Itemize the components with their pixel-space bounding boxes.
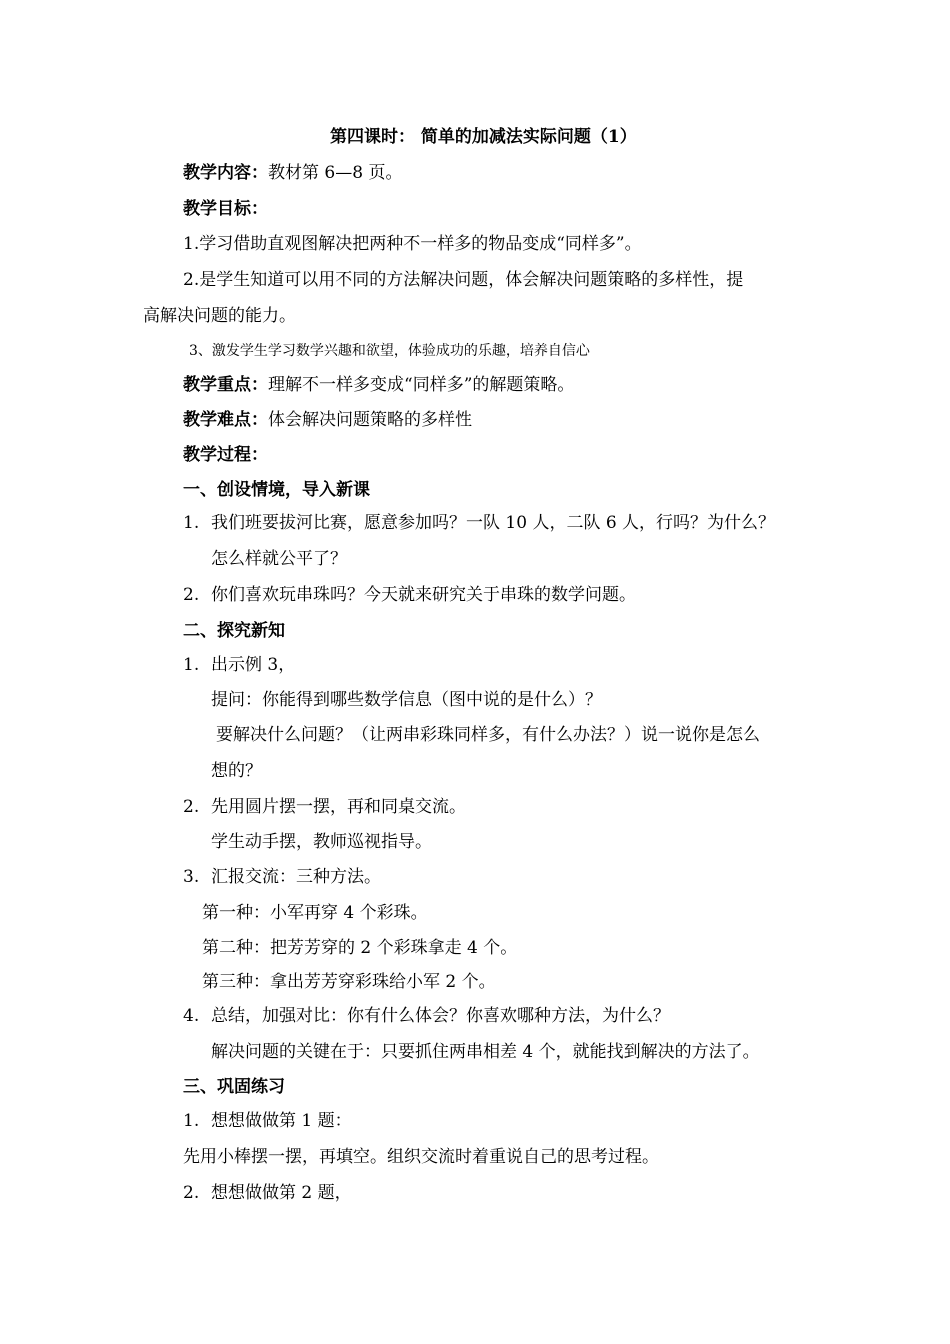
section-3-item-2	[183, 1182, 352, 1204]
list-text: 你们喜欢玩串珠吗？今天就来研究关于串珠的数学问题。	[211, 585, 636, 605]
section-2-item-1	[183, 654, 295, 676]
goal-2-line-1: 2.是学生知道可以用不同的方法解决问题，体会解决问题策略的多样性，提	[183, 270, 744, 290]
section-3-item-1-sub: 先用小棒摆一摆，再填空。组织交流时着重说自己的思考过程。	[183, 1147, 659, 1167]
section-2-item-4	[183, 1005, 670, 1027]
section-1-item-1	[183, 512, 775, 534]
teaching-process-label: 教学过程：	[183, 445, 268, 465]
section-3-heading: 三、巩固练习	[183, 1077, 285, 1097]
list-text: 先用圆片摆一摆，再和同桌交流。	[211, 797, 466, 817]
section-1-heading: 一、创设情境，导入新课	[183, 480, 370, 500]
section-2-ask-2-line-1: 要解决什么问题？（让两串彩珠同样多，有什么办法？）说一说你是怎么	[216, 725, 760, 745]
list-text: 想想做做第 1 题：	[211, 1111, 352, 1131]
list-number: 2.	[183, 1183, 200, 1203]
teaching-content-text: 教材第 6—8 页。	[268, 163, 403, 183]
method-2: 第二种：把芳芳穿的 2 个彩珠拿走 4 个。	[202, 938, 518, 958]
lesson-title: 第四课时： 简单的加减法实际问题（1）	[330, 127, 637, 147]
goal-2-line-2: 高解决问题的能力。	[143, 306, 296, 326]
keypoint-text: 理解不一样多变成“同样多”的解题策略。	[268, 375, 575, 395]
keypoint-label: 教学重点：	[183, 375, 268, 395]
list-number: 2.	[183, 585, 200, 605]
list-text: 我们班要拔河比赛，愿意参加吗？一队 10 人，二队 6 人，行吗？为什么？	[211, 513, 776, 533]
list-number: 2.	[183, 797, 200, 817]
section-2-heading: 二、探究新知	[183, 621, 285, 641]
section-2-item-2-sub: 学生动手摆，教师巡视指导。	[211, 832, 432, 852]
section-3-item-1	[183, 1110, 352, 1132]
list-number: 1.	[183, 1111, 200, 1131]
list-text: 想想做做第 2 题，	[211, 1183, 352, 1203]
section-2-item-4-sub: 解决问题的关键在于：只要抓住两串相差 4 个，就能找到解决的方法了。	[211, 1042, 760, 1062]
method-3: 第三种：拿出芳芳穿彩珠给小军 2 个。	[202, 972, 496, 992]
goal-1: 1.学习借助直观图解决把两种不一样多的物品变成“同样多”。	[183, 234, 642, 254]
teaching-content-label: 教学内容：	[183, 163, 268, 183]
section-1-item-2	[183, 584, 636, 606]
section-2-ask-1: 提问：你能得到哪些数学信息（图中说的是什么）？	[211, 690, 602, 710]
goal-3: 3、激发学生学习数学兴趣和欲望，体验成功的乐趣，培养自信心	[189, 343, 590, 359]
list-text: 汇报交流：三种方法。	[211, 867, 381, 887]
section-2-item-3	[183, 866, 381, 888]
teaching-difficulty	[183, 409, 472, 431]
section-2-ask-2-line-2: 想的？	[211, 761, 262, 781]
difficulty-text: 体会解决问题策略的多样性	[268, 410, 472, 430]
section-1-item-1-cont: 怎么样就公平了？	[211, 549, 347, 569]
method-1: 第一种：小军再穿 4 个彩珠。	[202, 903, 428, 923]
list-number: 4.	[183, 1006, 200, 1026]
teaching-content	[183, 162, 402, 184]
list-number: 3.	[183, 867, 200, 887]
difficulty-label: 教学难点：	[183, 410, 268, 430]
list-number: 1.	[183, 513, 200, 533]
list-text: 总结，加强对比：你有什么体会？你喜欢哪种方法，为什么？	[211, 1006, 670, 1026]
teaching-goals-label: 教学目标：	[183, 199, 268, 219]
section-2-item-2	[183, 796, 466, 818]
list-number: 1.	[183, 655, 200, 675]
list-text: 出示例 3，	[211, 655, 296, 675]
teaching-keypoint	[183, 374, 574, 396]
